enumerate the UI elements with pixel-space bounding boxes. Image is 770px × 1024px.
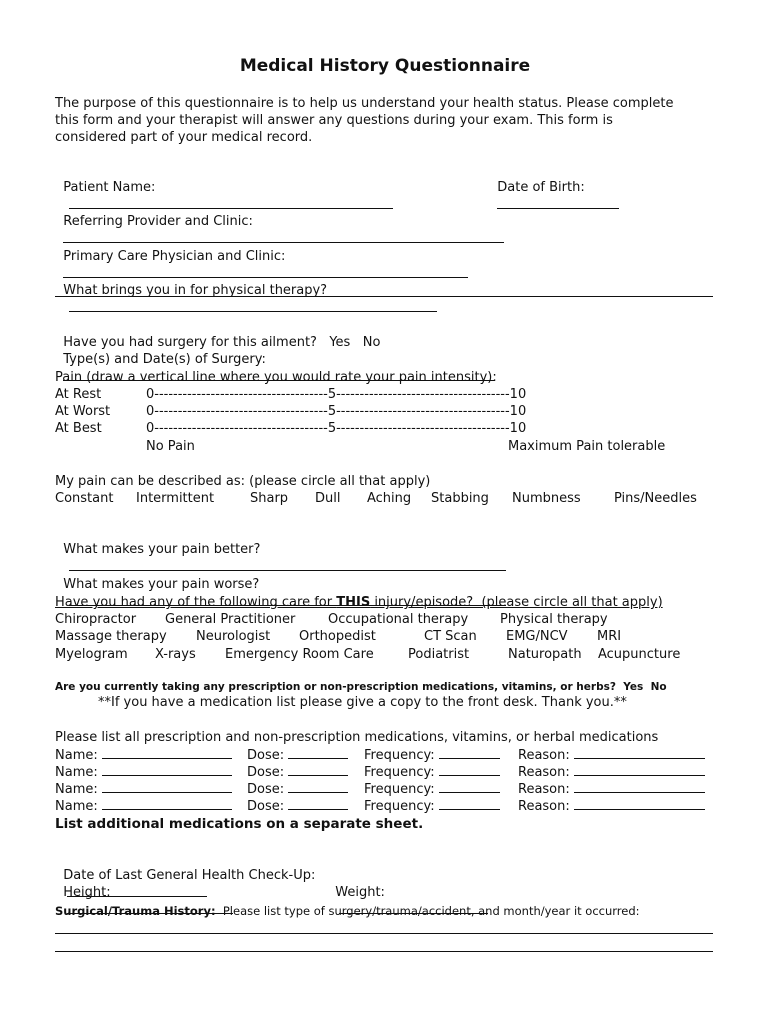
medication-row (55, 763, 232, 781)
med-reason-field[interactable] (574, 763, 705, 776)
medication-row-reason (518, 746, 705, 764)
medication-row-dose (247, 746, 348, 764)
med-dose-label: Dose: (247, 799, 285, 814)
medication-row-reason (518, 797, 705, 815)
dob-field[interactable] (497, 196, 619, 209)
care-option-neurologist[interactable]: Neurologist (196, 629, 271, 644)
pain-label-best: At Best (55, 421, 102, 436)
medications-yes-option[interactable]: Yes (623, 681, 644, 693)
checkup-label: Date of Last General Health Check-Up: (63, 868, 316, 883)
medications-note: **If you have a medication list please give a copy to the front desk. Thank you.** (98, 695, 627, 710)
intro-line-3: considered part of your medical record. (55, 130, 313, 145)
care-question-emphasis: THIS (336, 595, 371, 610)
additional-medications-note: List additional medications on a separate sheet. (55, 816, 424, 832)
care-option-ct-scan[interactable]: CT Scan (424, 629, 477, 644)
med-dose-label: Dose: (247, 748, 285, 763)
med-name-field[interactable] (102, 780, 232, 793)
max-pain-label: Maximum Pain tolerable (508, 439, 666, 454)
care-option-naturopath[interactable]: Naturopath (508, 647, 582, 662)
medication-row (55, 780, 232, 798)
med-name-label: Name: (55, 782, 98, 797)
pain-intro: Pain (draw a vertical line where you would rate your pain intensity): (55, 370, 497, 385)
pain-option-sharp[interactable]: Sharp (250, 491, 289, 506)
better-label: What makes your pain better? (63, 542, 261, 557)
medications-no-option[interactable]: No (650, 681, 667, 693)
page-title: Medical History Questionnaire (239, 56, 531, 76)
care-option-orthopedist[interactable]: Orthopedist (299, 629, 376, 644)
pain-scale-best[interactable]: 0-------------------------------------5-------------------------------------10 (146, 421, 527, 436)
medications-list-intro: Please list all prescription and non-prescription medications, vitamins, or herbal medications (55, 730, 659, 745)
referring-label: Referring Provider and Clinic: (63, 214, 253, 229)
surgery-question-text: Have you had surgery for this ailment? (63, 335, 317, 350)
medication-row-frequency (364, 797, 500, 815)
brings-row (55, 265, 437, 317)
care-option-myelogram[interactable]: Myelogram (55, 647, 128, 662)
surgical-history-label: Surgical/Trauma History: (55, 904, 216, 918)
med-dose-field[interactable] (288, 780, 348, 793)
med-dose-label: Dose: (247, 782, 285, 797)
med-frequency-label: Frequency: (364, 748, 435, 763)
care-option-emergency-room-care[interactable]: Emergency Room Care (225, 647, 374, 662)
pain-description-label: My pain can be described as: (please circle all that apply) (55, 474, 431, 489)
med-reason-label: Reason: (518, 799, 570, 814)
med-name-label: Name: (55, 748, 98, 763)
medication-row-frequency (364, 746, 500, 764)
med-reason-field[interactable] (574, 746, 705, 759)
med-dose-field[interactable] (288, 763, 348, 776)
pain-option-intermittent[interactable]: Intermittent (136, 491, 215, 506)
med-dose-label: Dose: (247, 765, 285, 780)
care-option-massage-therapy[interactable]: Massage therapy (55, 629, 167, 644)
brings-field-line-2[interactable] (55, 296, 713, 297)
med-frequency-field[interactable] (439, 746, 500, 759)
medication-row (55, 797, 232, 815)
dob-label: Date of Birth: (497, 180, 585, 195)
medication-row-dose (247, 797, 348, 815)
med-frequency-field[interactable] (439, 763, 500, 776)
care-question-text-2: injury/episode? (please circle all that apply) (370, 595, 663, 610)
patient-name-label: Patient Name: (63, 180, 156, 195)
medication-row-frequency (364, 780, 500, 798)
med-name-label: Name: (55, 765, 98, 780)
med-frequency-field[interactable] (439, 780, 500, 793)
brings-field[interactable] (69, 299, 437, 312)
pain-label-rest: At Rest (55, 387, 102, 402)
med-frequency-label: Frequency: (364, 765, 435, 780)
pain-option-aching[interactable]: Aching (367, 491, 412, 506)
med-reason-field[interactable] (574, 780, 705, 793)
med-dose-field[interactable] (288, 797, 348, 810)
med-frequency-label: Frequency: (364, 782, 435, 797)
med-name-label: Name: (55, 799, 98, 814)
pain-label-worst: At Worst (55, 404, 111, 419)
pain-scale-worst[interactable]: 0-------------------------------------5-------------------------------------10 (146, 404, 527, 419)
weight-label: Weight: (335, 885, 385, 900)
surgery-yes-option[interactable]: Yes (329, 335, 351, 350)
pain-option-stabbing[interactable]: Stabbing (431, 491, 489, 506)
care-option-physical-therapy[interactable]: Physical therapy (500, 612, 608, 627)
care-option-emg-ncv[interactable]: EMG/NCV (506, 629, 568, 644)
med-reason-field[interactable] (574, 797, 705, 810)
pain-option-numbness[interactable]: Numbness (512, 491, 581, 506)
care-option-occupational-therapy[interactable]: Occupational therapy (328, 612, 469, 627)
care-option-general-practitioner[interactable]: General Practitioner (165, 612, 296, 627)
pain-option-pins-needles[interactable]: Pins/Needles (614, 491, 697, 506)
pain-option-constant[interactable]: Constant (55, 491, 114, 506)
medications-question-text: Are you currently taking any prescription or non-prescription medications, vitamins, or herbs? (55, 681, 616, 693)
surgical-history-row (55, 903, 640, 920)
surgery-no-option[interactable]: No (362, 335, 381, 350)
care-question (55, 594, 663, 611)
intro-line-1: The purpose of this questionnaire is to help us understand your health status. Please complete (55, 96, 674, 111)
medication-row-dose (247, 763, 348, 781)
medication-row-frequency (364, 763, 500, 781)
med-name-field[interactable] (102, 797, 232, 810)
brings-label: What brings you in for physical therapy? (63, 283, 328, 298)
care-option-chiropractor[interactable]: Chiropractor (55, 612, 137, 627)
height-label: Height: (63, 885, 111, 900)
surgical-history-line-2[interactable] (55, 951, 713, 952)
surgery-types-label: Type(s) and Date(s) of Surgery: (63, 352, 266, 367)
pcp-label: Primary Care Physician and Clinic: (63, 249, 286, 264)
med-dose-field[interactable] (288, 746, 348, 759)
med-name-field[interactable] (102, 763, 232, 776)
medication-row-dose (247, 780, 348, 798)
care-option-mri[interactable]: MRI (597, 629, 622, 644)
medication-row-reason (518, 780, 705, 798)
care-question-text-1: Have you had any of the following care for (55, 595, 337, 610)
intro-line-2: this form and your therapist will answer any questions during your exam. This form is (55, 113, 613, 128)
care-option-podiatrist[interactable]: Podiatrist (408, 647, 470, 662)
surgical-history-line-1[interactable] (55, 933, 713, 934)
pain-scale-rest[interactable]: 0-------------------------------------5-------------------------------------10 (146, 387, 527, 402)
pain-option-dull[interactable]: Dull (315, 491, 341, 506)
worse-label: What makes your pain worse? (63, 577, 260, 592)
medication-row-reason (518, 763, 705, 781)
no-pain-label: No Pain (146, 439, 195, 454)
dob-row (489, 162, 619, 214)
medication-row (55, 746, 232, 764)
med-frequency-label: Frequency: (364, 799, 435, 814)
care-option-x-rays[interactable]: X-rays (155, 647, 196, 662)
med-reason-label: Reason: (518, 748, 570, 763)
med-frequency-field[interactable] (439, 797, 500, 810)
med-reason-label: Reason: (518, 782, 570, 797)
care-option-acupuncture[interactable]: Acupuncture (598, 647, 681, 662)
med-reason-label: Reason: (518, 765, 570, 780)
surgical-history-instructions: Please list type of surgery/trauma/accident, and month/year it occurred: (222, 904, 640, 918)
med-name-field[interactable] (102, 746, 232, 759)
